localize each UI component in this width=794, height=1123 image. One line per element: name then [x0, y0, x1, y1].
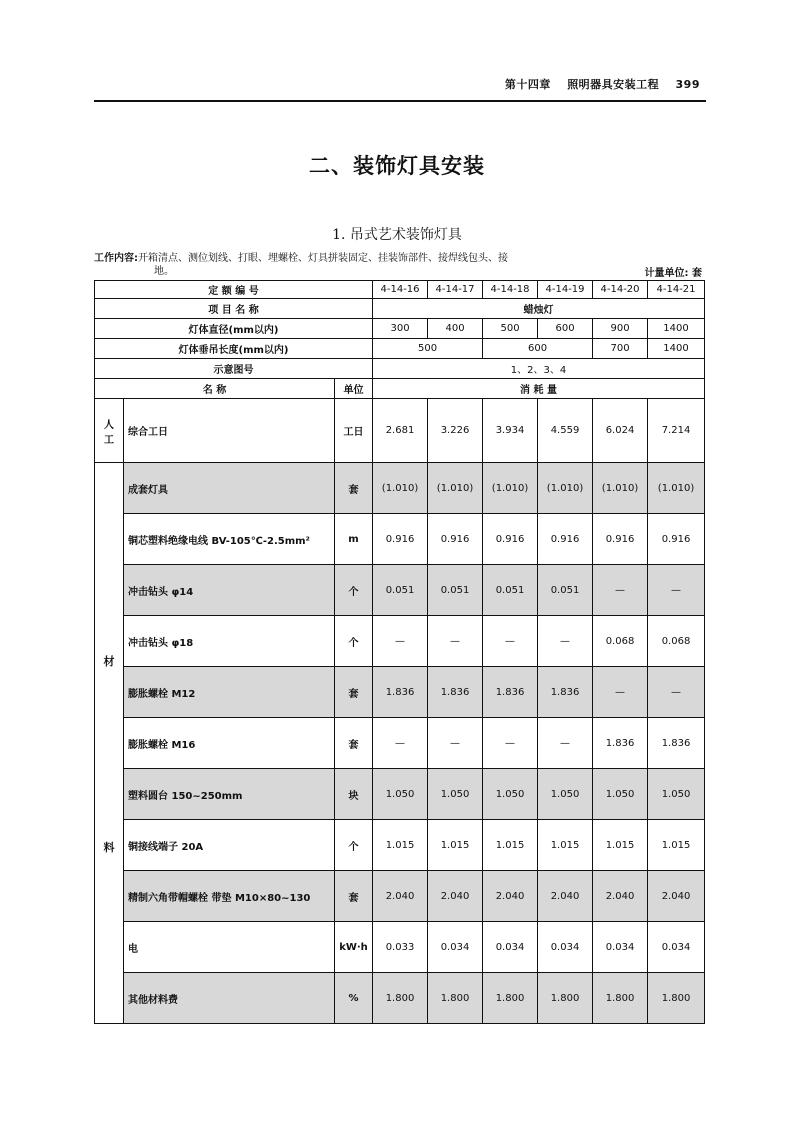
figure-numbers: 1、2、3、4: [373, 359, 705, 379]
col-name-header: 名 称: [95, 379, 335, 399]
material-value: 1.836: [373, 667, 428, 718]
material-value: 0.051: [538, 565, 593, 616]
subsection-title: 1. 吊式艺术装饰灯具: [332, 227, 462, 243]
material-value: 1.015: [648, 820, 705, 871]
diameter-value: 1400: [648, 319, 705, 339]
material-value: 0.916: [483, 514, 538, 565]
material-name: 冲击钻头 φ14: [124, 565, 335, 616]
material-value: 0.068: [593, 616, 648, 667]
materials-category-char: 料: [103, 841, 115, 854]
material-value: 0.034: [483, 922, 538, 973]
material-value: 1.050: [538, 769, 593, 820]
material-value: (1.010): [648, 463, 705, 514]
material-value: 0.034: [538, 922, 593, 973]
length-value: 700: [593, 339, 648, 359]
diameter-value: 300: [373, 319, 428, 339]
material-value: 0.034: [428, 922, 483, 973]
chapter-label: 第十四章: [504, 78, 551, 91]
material-value: 1.050: [428, 769, 483, 820]
material-row: [95, 616, 705, 667]
labor-name: 综合工日: [124, 399, 335, 463]
material-value: —: [373, 616, 428, 667]
material-name: 电: [124, 922, 335, 973]
material-value: 1.050: [648, 769, 705, 820]
item-name-row: [95, 299, 705, 319]
material-value: 0.916: [428, 514, 483, 565]
material-row: [95, 820, 705, 871]
material-value: —: [648, 667, 705, 718]
material-unit: %: [335, 973, 373, 1024]
material-value: 0.034: [648, 922, 705, 973]
material-unit: 块: [335, 769, 373, 820]
labor-row: [95, 399, 705, 463]
header-rule: [94, 100, 706, 102]
labor-category: [95, 399, 124, 463]
diameter-value: 500: [483, 319, 538, 339]
diameter-value: 600: [538, 319, 593, 339]
material-unit: 个: [335, 616, 373, 667]
material-value: 1.800: [483, 973, 538, 1024]
labor-value: 7.214: [648, 399, 705, 463]
material-value: —: [373, 718, 428, 769]
material-value: 2.040: [428, 871, 483, 922]
col-consumption-header: 消 耗 量: [373, 379, 705, 399]
material-value: 2.040: [648, 871, 705, 922]
material-name: 成套灯具: [124, 463, 335, 514]
work-content-label: 工作内容:: [94, 253, 138, 264]
figure-label: 示意图号: [95, 359, 373, 379]
material-value: 1.800: [373, 973, 428, 1024]
material-value: —: [483, 616, 538, 667]
work-content: [94, 252, 614, 278]
material-value: (1.010): [373, 463, 428, 514]
material-value: 1.836: [483, 667, 538, 718]
length-row: [95, 339, 705, 359]
section-title: 二、装饰灯具安装: [309, 154, 485, 178]
column-header-row: [95, 379, 705, 399]
material-name: 膨胀螺栓 M12: [124, 667, 335, 718]
materials-category-char: 材: [103, 655, 115, 668]
work-content-line2: 地。: [154, 266, 174, 277]
material-value: 1.800: [648, 973, 705, 1024]
labor-value: 2.681: [373, 399, 428, 463]
labor-unit: 工日: [335, 399, 373, 463]
labor-value: 4.559: [538, 399, 593, 463]
material-value: 1.015: [538, 820, 593, 871]
quota-code-label: 定 额 编 号: [95, 281, 373, 299]
material-value: —: [428, 616, 483, 667]
quota-table: [94, 280, 705, 1024]
running-header: [493, 76, 700, 92]
length-value: 1400: [648, 339, 705, 359]
item-name: 蜡烛灯: [373, 299, 705, 319]
labor-value: 3.934: [483, 399, 538, 463]
material-value: —: [538, 718, 593, 769]
labor-value: 6.024: [593, 399, 648, 463]
material-row: [95, 973, 705, 1024]
material-unit: m: [335, 514, 373, 565]
material-value: 1.836: [538, 667, 593, 718]
quota-code: 4-14-20: [593, 281, 648, 299]
material-unit: 个: [335, 565, 373, 616]
materials-category: [95, 463, 124, 1024]
material-name: 冲击钻头 φ18: [124, 616, 335, 667]
material-unit: 套: [335, 718, 373, 769]
material-value: 0.051: [373, 565, 428, 616]
material-value: (1.010): [538, 463, 593, 514]
quota-code: 4-14-18: [483, 281, 538, 299]
material-value: —: [593, 565, 648, 616]
page-number: 399: [675, 78, 700, 91]
labor-category-char: 人: [104, 419, 114, 431]
material-value: 0.916: [593, 514, 648, 565]
material-value: 1.836: [593, 718, 648, 769]
work-content-line1: 开箱清点、测位划线、打眼、埋螺栓、灯具拼装固定、挂装饰部件、接焊线包头、接: [138, 253, 508, 264]
material-value: 1.015: [593, 820, 648, 871]
length-value: 600: [483, 339, 593, 359]
quota-code: 4-14-17: [428, 281, 483, 299]
figure-row: [95, 359, 705, 379]
material-value: 0.033: [373, 922, 428, 973]
item-name-label: 项 目 名 称: [95, 299, 373, 319]
material-name: 精制六角带帽螺栓 带垫 M10×80~130: [124, 871, 335, 922]
material-unit: 套: [335, 871, 373, 922]
material-value: 2.040: [538, 871, 593, 922]
diameter-value: 400: [428, 319, 483, 339]
material-value: 1.050: [593, 769, 648, 820]
material-value: 2.040: [483, 871, 538, 922]
unit-note: 计量单位: 套: [644, 268, 702, 279]
material-value: 1.050: [373, 769, 428, 820]
material-row: [95, 565, 705, 616]
material-value: —: [428, 718, 483, 769]
quota-code-row: [95, 281, 705, 299]
material-value: 0.051: [428, 565, 483, 616]
material-row: [95, 769, 705, 820]
diameter-row: [95, 319, 705, 339]
chapter-title: 照明器具安装工程: [567, 78, 660, 91]
material-value: 0.051: [483, 565, 538, 616]
material-value: 0.068: [648, 616, 705, 667]
material-value: 0.916: [648, 514, 705, 565]
col-unit-header: 单位: [335, 379, 373, 399]
diameter-label: 灯体直径(mm以内): [95, 319, 373, 339]
material-value: 0.916: [373, 514, 428, 565]
materials-body: [95, 463, 705, 1024]
material-name: 铜接线端子 20A: [124, 820, 335, 871]
length-label: 灯体垂吊长度(mm以内): [95, 339, 373, 359]
material-value: 0.916: [538, 514, 593, 565]
material-row: [95, 463, 705, 514]
material-value: (1.010): [593, 463, 648, 514]
labor-value: 3.226: [428, 399, 483, 463]
material-unit: 套: [335, 463, 373, 514]
material-value: 1.800: [538, 973, 593, 1024]
material-value: —: [648, 565, 705, 616]
labor-category-char: 工: [104, 434, 114, 446]
material-value: —: [538, 616, 593, 667]
material-value: 1.836: [428, 667, 483, 718]
material-name: 膨胀螺栓 M16: [124, 718, 335, 769]
material-value: 1.836: [648, 718, 705, 769]
material-value: —: [593, 667, 648, 718]
quota-code: 4-14-16: [373, 281, 428, 299]
material-name: 铜芯塑料绝缘电线 BV-105℃-2.5mm²: [124, 514, 335, 565]
material-value: 1.015: [373, 820, 428, 871]
material-row: [95, 514, 705, 565]
material-value: (1.010): [428, 463, 483, 514]
material-row: [95, 667, 705, 718]
material-value: 2.040: [373, 871, 428, 922]
material-row: [95, 922, 705, 973]
material-value: (1.010): [483, 463, 538, 514]
material-unit: 个: [335, 820, 373, 871]
material-value: 0.034: [593, 922, 648, 973]
quota-code: 4-14-21: [648, 281, 705, 299]
material-value: 2.040: [593, 871, 648, 922]
material-unit: 套: [335, 667, 373, 718]
material-value: 1.015: [483, 820, 538, 871]
material-value: 1.015: [428, 820, 483, 871]
diameter-value: 900: [593, 319, 648, 339]
material-value: —: [483, 718, 538, 769]
material-row: [95, 718, 705, 769]
material-name: 塑料圆台 150~250mm: [124, 769, 335, 820]
material-value: 1.800: [593, 973, 648, 1024]
material-name: 其他材料费: [124, 973, 335, 1024]
material-unit: kW·h: [335, 922, 373, 973]
material-value: 1.800: [428, 973, 483, 1024]
quota-code: 4-14-19: [538, 281, 593, 299]
length-value: 500: [373, 339, 483, 359]
material-value: 1.050: [483, 769, 538, 820]
material-row: [95, 871, 705, 922]
